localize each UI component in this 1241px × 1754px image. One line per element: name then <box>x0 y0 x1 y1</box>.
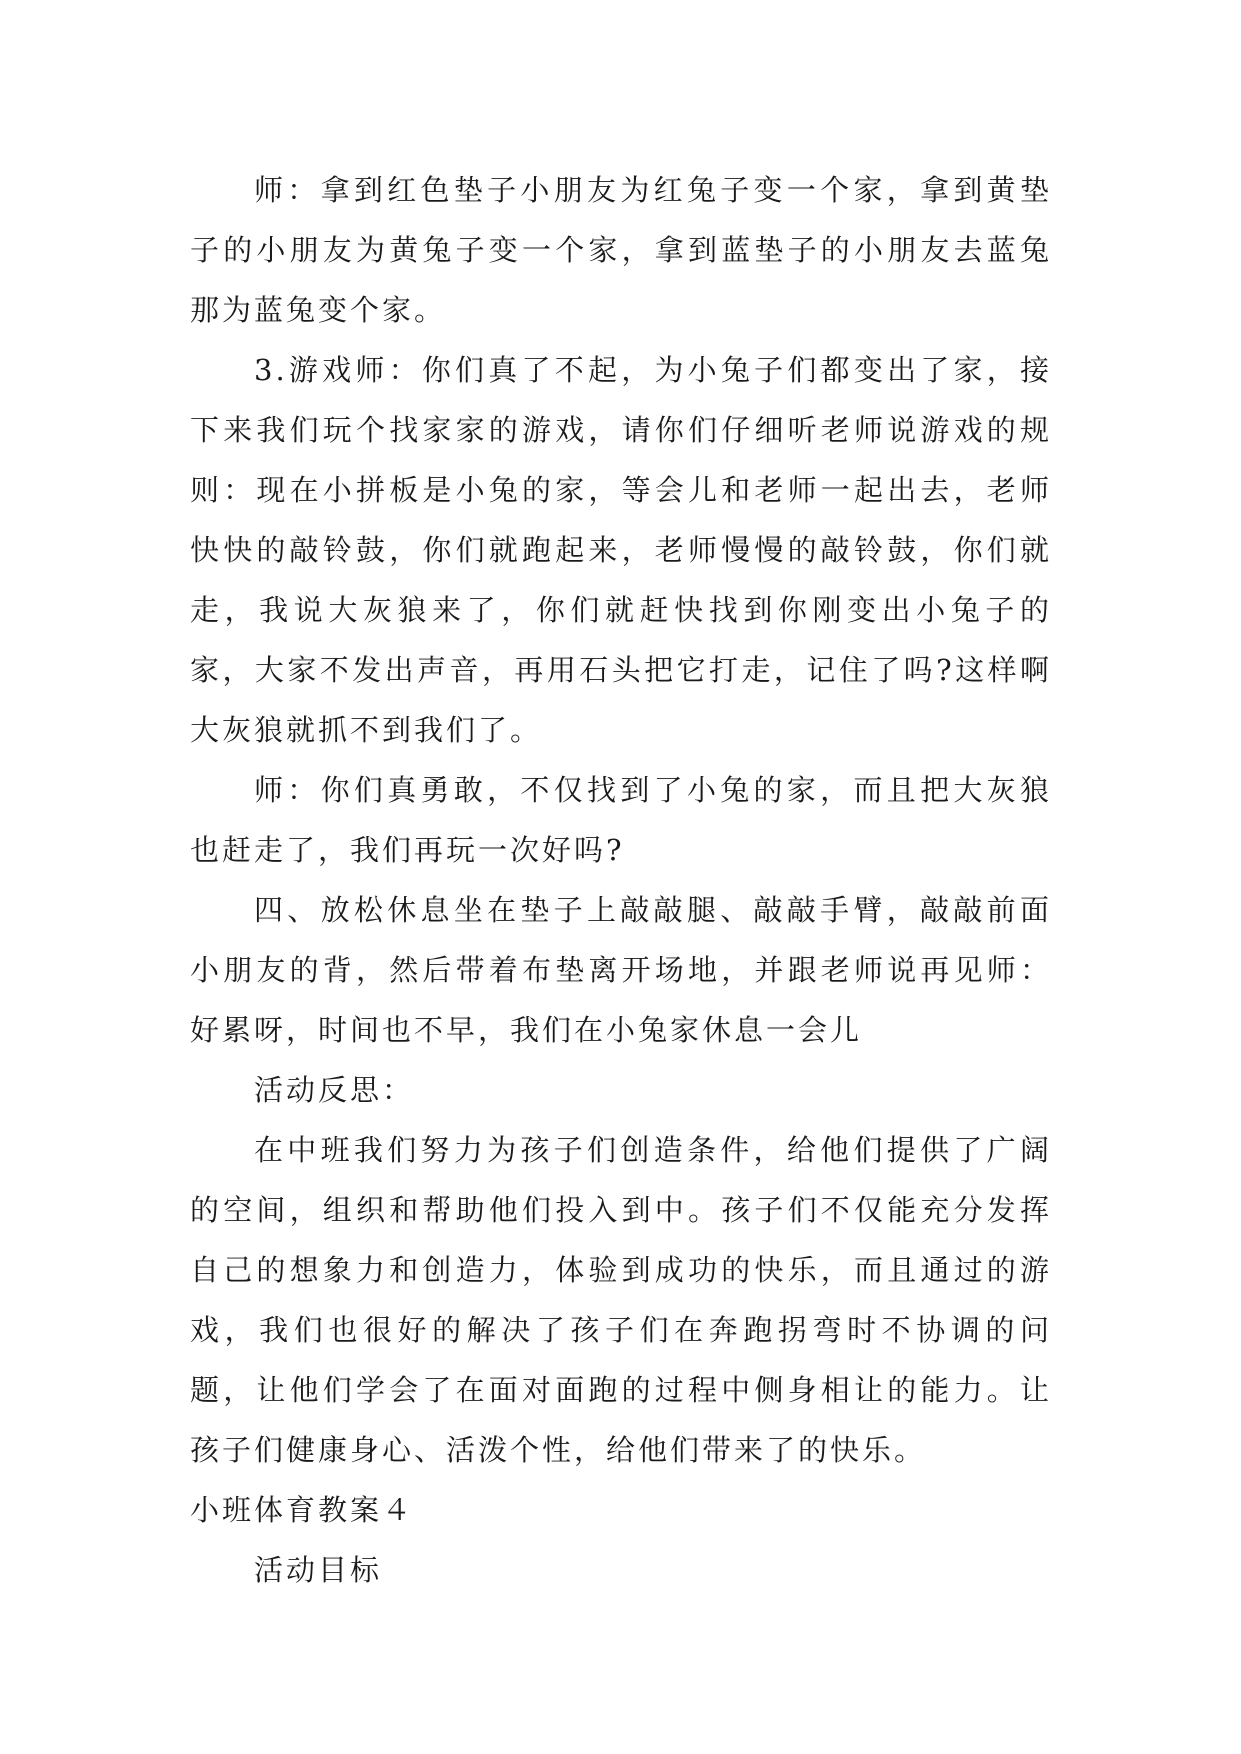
document-body <box>190 160 1052 1600</box>
paragraph-relax-rest: 四、放松休息坐在垫子上敲敲腿、敲敲手臂，敲敲前面小朋友的背，然后带着布垫离开场地，并跟老师说再见师：好累呀，时间也不早，我们在小兔家休息一会儿 <box>190 893 1052 1047</box>
heading-activity-goals: 活动目标 <box>254 1553 383 1587</box>
paragraph-game-rules: 3.游戏师：你们真了不起，为小兔子们都变出了家，接下来我们玩个找家家的游戏，请你们仔细听老师说游戏的规则：现在小拼板是小兔的家，等会儿和老师一起出去，老师快快的敲铃鼓，你们就跑起来，老师慢慢的敲铃鼓，你们就走，我说大灰狼来了，你们就赶快找到你刚变出小兔子的家，大家不发出声音，再用石头把它打走，记住了吗?这样啊大灰狼就抓不到我们了。 <box>190 353 1052 747</box>
paragraph-reflection-body: 在中班我们努力为孩子们创造条件，给他们提供了广阔的空间，组织和帮助他们投入到中。孩子们不仅能充分发挥自己的想象力和创造力，体验到成功的快乐，而且通过的游戏，我们也很好的解决了孩子们在奔跑拐弯时不协调的问题，让他们学会了在面对面跑的过程中侧身相让的能力。让孩子们健康身心、活泼个性，给他们带来了的快乐。 <box>190 1133 1052 1467</box>
section-title-lesson-plan-4: 小班体育教案４ <box>190 1493 415 1527</box>
paragraph-teacher-instruction: 师：拿到红色垫子小朋友为红兔子变一个家，拿到黄垫子的小朋友为黄兔子变一个家，拿到蓝垫子的小朋友去蓝兔那为蓝兔变个家。 <box>190 173 1052 327</box>
paragraph-teacher-praise: 师：你们真勇敢，不仅找到了小兔的家，而且把大灰狼也赶走了，我们再玩一次好吗? <box>190 773 1052 867</box>
heading-activity-reflection: 活动反思： <box>254 1073 415 1107</box>
